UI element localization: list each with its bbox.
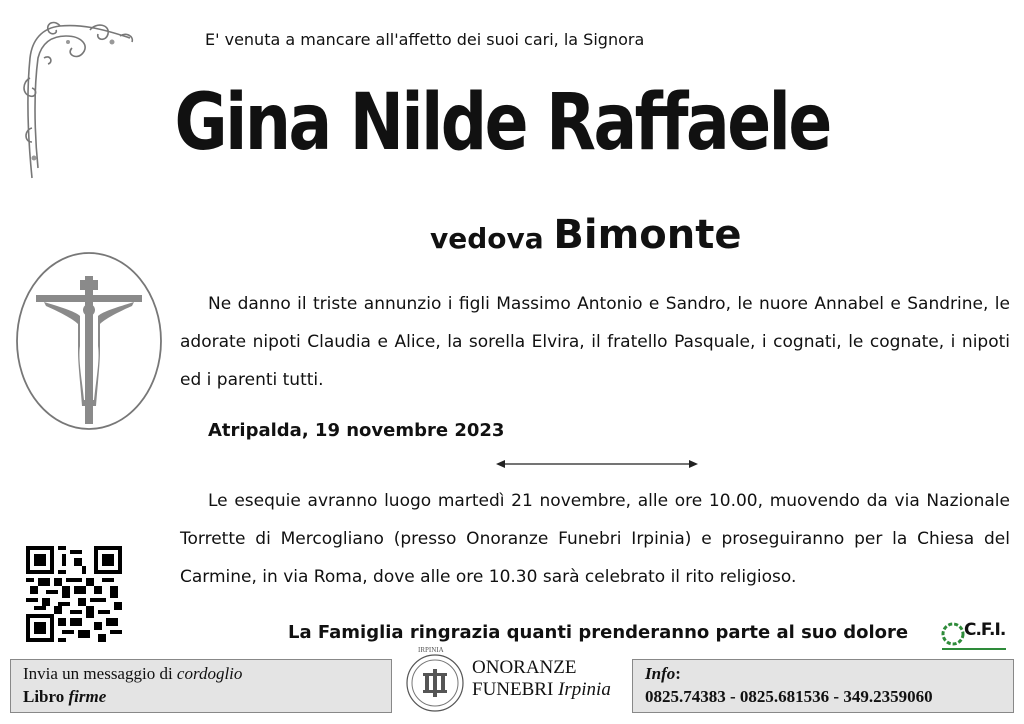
condolence-box[interactable]	[10, 659, 392, 713]
crucifix-icon	[14, 250, 164, 432]
widow-prefix: vedova	[430, 222, 544, 255]
info-box	[632, 659, 1014, 713]
place-date: Atripalda, 19 novembre 2023	[208, 420, 505, 441]
announcement-text: Ne danno il triste annunzio i figli Massimo Antonio e Sandro, le nuore Annabel e Sandrine, le adorate nipoti Claudia e Alice, la sorella Elvira, il fratello Pasquale, i cognati, le cognate, i nipoti ed i parenti tutti.	[180, 294, 1010, 390]
qr-code-icon[interactable]	[26, 546, 122, 642]
info-label: Info:	[645, 664, 681, 683]
double-arrow-divider-icon	[496, 457, 698, 471]
logo-top-text: IRPINIA	[418, 646, 444, 654]
funeral-details-paragraph	[180, 482, 1010, 596]
family-thanks: La Famiglia ringrazia quanti prenderanno parte al suo dolore	[288, 622, 909, 643]
funeral-details-text: Le esequie avranno luogo martedì 21 novembre, alle ore 10.00, muovendo da via Nazionale Torrette di Mercogliano (presso Onoranze Funebri Irpinia) e proseguiranno per la Chiesa del Carmine, in via Roma, dove alle ore 10.30 sarà celebrato il rito religioso.	[180, 491, 1010, 587]
widow-surname: Bimonte	[553, 212, 742, 258]
guestbook-link[interactable]: Libro firme	[23, 687, 107, 706]
cfi-logo-text: C.F.I.	[964, 620, 1006, 640]
intro-text: E' venuta a mancare all'affetto dei suoi cari, la Signora	[205, 30, 645, 49]
announcement-paragraph	[180, 285, 1010, 399]
deceased-name: Gina Nilde Raffaele	[174, 78, 830, 168]
phone-numbers[interactable]: 0825.74383 - 0825.681536 - 349.2359060	[645, 687, 933, 706]
widow-line	[430, 212, 742, 258]
funeral-home-name: ONORANZE FUNEBRI Irpinia	[472, 657, 611, 700]
condolence-message-link[interactable]: Invia un messaggio di cordoglio	[23, 664, 243, 683]
cfi-logo-icon	[940, 618, 1008, 654]
funeral-home-logo-icon	[404, 651, 466, 715]
